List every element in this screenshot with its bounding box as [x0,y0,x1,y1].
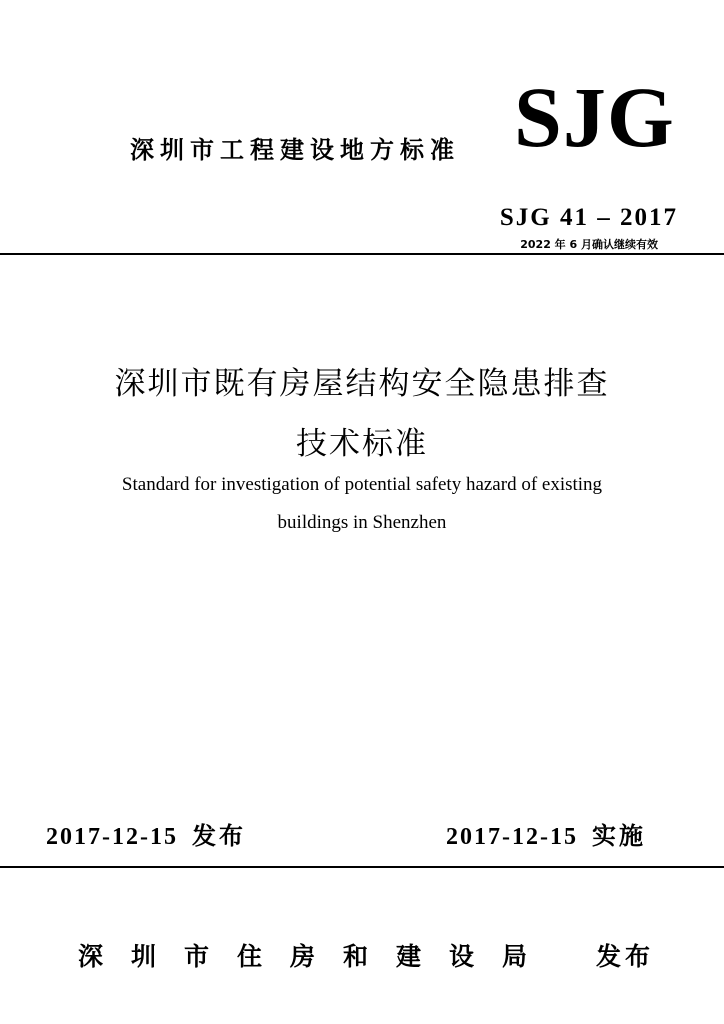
top-divider [0,253,724,255]
effective-date: 2017-12-15 [446,824,578,850]
standard-number: SJG 41 – 2017 [499,204,678,231]
effective-label: 实施 [591,822,646,850]
issue-date-group [46,816,246,851]
issuer-verb: 发布 [596,942,655,971]
title-zh-line-2: 技术标准 [296,426,428,462]
issuer-name: 深圳市住房和建设局 [78,942,556,971]
issue-label: 发布 [191,822,246,850]
sjg-logo: SJG [514,69,675,165]
title-en-line-2: buildings in Shenzhen [277,512,447,533]
effective-date-group [446,816,646,851]
series-label: 深圳市工程建设地方标准 [130,136,460,164]
title-en-line-1: Standard for investigation of potential safety hazard of existing [121,474,603,495]
title-zh-line-1: 深圳市既有房屋结构安全隐患排查 [114,366,610,402]
reconfirmation-note: 2022 年 6 月确认继续有效 [520,238,658,251]
bottom-divider [0,866,724,868]
issue-date: 2017-12-15 [46,824,178,850]
